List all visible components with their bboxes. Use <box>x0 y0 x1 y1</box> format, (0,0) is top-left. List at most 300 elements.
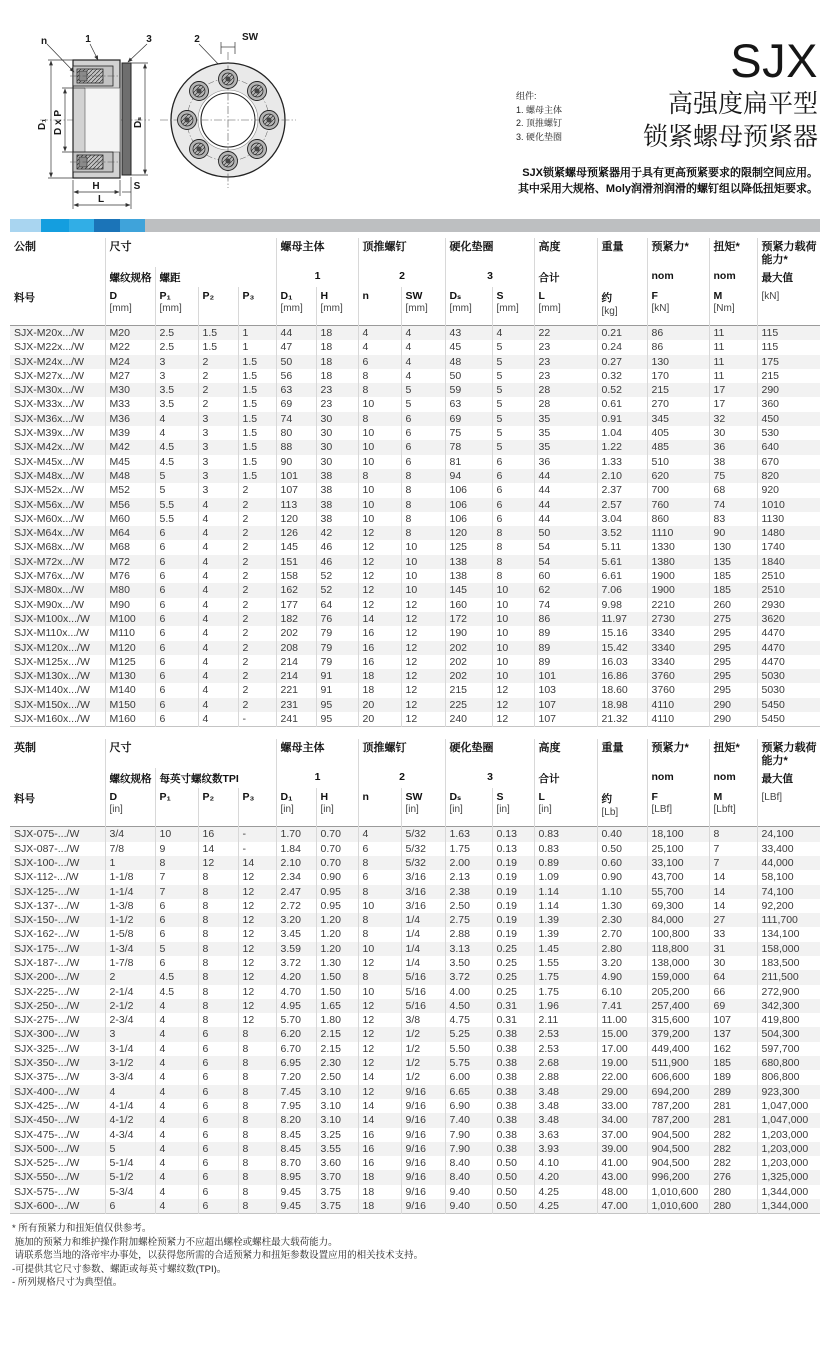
cell: 6 <box>155 598 198 612</box>
cell: 74,100 <box>757 885 820 899</box>
cell: 20 <box>358 698 401 712</box>
header-row <box>10 238 820 267</box>
cell: 32 <box>709 412 757 426</box>
cell: 0.38 <box>492 1128 534 1142</box>
column-header: P₁ [mm] <box>155 287 198 326</box>
cell: 670 <box>757 455 820 469</box>
cell: 94 <box>445 469 492 483</box>
column-unit: [LBf] <box>651 804 673 816</box>
cell: 145 <box>276 540 316 554</box>
cell: 1.5 <box>238 355 276 369</box>
cell: 90 <box>276 455 316 469</box>
column-header: D [in] <box>105 788 155 827</box>
cell: 3 <box>105 1027 155 1041</box>
cell: 405 <box>647 426 709 440</box>
cell: 280 <box>709 1185 757 1199</box>
column-group-header: 扭矩* <box>709 238 757 267</box>
table-row <box>10 383 820 397</box>
cell: 2930 <box>757 598 820 612</box>
cell: 18 <box>358 1199 401 1214</box>
cell: 8 <box>198 999 238 1013</box>
cell: 2 <box>238 540 276 554</box>
table-row <box>10 526 820 540</box>
cell: 12 <box>358 555 401 569</box>
cell: 9 <box>155 842 198 856</box>
cell: 1.14 <box>534 885 597 899</box>
cell: 4.25 <box>534 1185 597 1199</box>
cell: 1.20 <box>316 942 358 956</box>
cell: 3.20 <box>276 913 316 927</box>
cell: M20 <box>105 326 155 341</box>
cell: 0.95 <box>316 899 358 913</box>
cell: 8 <box>238 1056 276 1070</box>
cell: 3760 <box>647 669 709 683</box>
cell: SJX-M48x.../W <box>14 469 85 482</box>
cell: 54 <box>534 540 597 554</box>
column-header: P₂ <box>198 287 238 326</box>
column-header <box>757 788 820 827</box>
callout-n: n <box>40 36 48 47</box>
dim-label-h: H <box>92 181 100 192</box>
cell: 81 <box>445 455 492 469</box>
cell: 5 <box>155 469 198 483</box>
cell: 106 <box>445 498 492 512</box>
cell: 510 <box>647 455 709 469</box>
cell: 12 <box>238 927 276 941</box>
cell: 9/16 <box>401 1156 445 1170</box>
table-row <box>10 612 820 626</box>
column-group-header: 3 <box>445 267 534 287</box>
cell: 295 <box>709 683 757 697</box>
column-unit: [Lbft] <box>713 804 736 816</box>
cell: 694,200 <box>647 1085 709 1099</box>
cell: 3.48 <box>534 1099 597 1113</box>
column-unit: [mm] <box>109 303 132 314</box>
cell: 6 <box>358 870 401 884</box>
dim-label-s: S <box>133 181 141 192</box>
cell: 9.45 <box>276 1199 316 1214</box>
cell: 4 <box>358 340 401 354</box>
column-header: 约 [Lb] <box>597 788 647 827</box>
column-group-header: 螺纹规格 <box>105 267 155 287</box>
cell: 12 <box>358 1027 401 1041</box>
column-group-header: 尺寸 <box>105 238 276 267</box>
cell: 760 <box>647 498 709 512</box>
cell: 282 <box>709 1156 757 1170</box>
cell: 4 <box>198 612 238 626</box>
cell: 3 <box>198 426 238 440</box>
table-row <box>10 641 820 655</box>
cell: 1/4 <box>401 913 445 927</box>
cell: 185 <box>709 583 757 597</box>
cell: 24,100 <box>757 827 820 842</box>
table-row <box>10 355 820 369</box>
cell: 3/8 <box>401 1013 445 1027</box>
cell: M33 <box>105 397 155 411</box>
cell: 8.40 <box>445 1170 492 1184</box>
cell: 8 <box>358 369 401 383</box>
cell: 101 <box>276 469 316 483</box>
cell: 0.70 <box>316 856 358 870</box>
cell: 0.40 <box>597 827 647 842</box>
cell: 158 <box>276 569 316 583</box>
cell: 2 <box>198 355 238 369</box>
cell: 12 <box>492 683 534 697</box>
cell: 6 <box>358 842 401 856</box>
cell: 214 <box>276 655 316 669</box>
cell: 1.5 <box>238 455 276 469</box>
cell: 4 <box>155 1199 198 1214</box>
cell: 10 <box>492 598 534 612</box>
cell: 30 <box>709 956 757 970</box>
cell: 8 <box>238 1113 276 1127</box>
cell: 281 <box>709 1099 757 1113</box>
column-header <box>757 287 820 326</box>
cell: 107 <box>709 1013 757 1027</box>
cell: SJX-225-.../W <box>14 985 80 998</box>
cell: 0.24 <box>597 340 647 354</box>
table-row <box>10 1056 820 1070</box>
column-header: n <box>358 788 401 827</box>
cell: 185 <box>709 1056 757 1070</box>
cell: 511,900 <box>647 1056 709 1070</box>
cell: 1.50 <box>316 985 358 999</box>
cell: 215 <box>445 683 492 697</box>
cell: 12 <box>358 956 401 970</box>
cell: SJX-M20x.../W <box>14 327 85 339</box>
table-row <box>10 669 820 683</box>
cell: 0.38 <box>492 1042 534 1056</box>
cell: M56 <box>105 498 155 512</box>
cell: 270 <box>647 397 709 411</box>
cell: 0.19 <box>492 927 534 941</box>
cell: 34.00 <box>597 1113 647 1127</box>
cell: 35 <box>534 440 597 454</box>
cell: 3 <box>198 455 238 469</box>
cell: 11.97 <box>597 612 647 626</box>
cell: 606,600 <box>647 1070 709 1084</box>
cell: 4 <box>155 412 198 426</box>
cell: SJX-M60x.../W <box>14 512 85 525</box>
cell: 923,300 <box>757 1085 820 1099</box>
cell: 504,300 <box>757 1027 820 1041</box>
cell: 345 <box>647 412 709 426</box>
column-group-header <box>10 267 105 287</box>
cell: 50 <box>534 526 597 540</box>
cell: 360 <box>757 397 820 411</box>
cell: 1130 <box>757 512 820 526</box>
table-row <box>10 827 820 842</box>
cell: M160 <box>105 712 155 727</box>
cell: 9.45 <box>276 1185 316 1199</box>
cell: 4 <box>358 326 401 341</box>
cell: 162 <box>709 1042 757 1056</box>
cell: 2730 <box>647 612 709 626</box>
cell: 8 <box>238 1085 276 1099</box>
cell: 4 <box>155 1099 198 1113</box>
cell: 3340 <box>647 626 709 640</box>
cell: 69 <box>709 999 757 1013</box>
column-header: Dₛ [in] <box>445 788 492 827</box>
cell: 485 <box>647 440 709 454</box>
cell: 1,047,000 <box>757 1099 820 1113</box>
column-group-header <box>597 768 647 788</box>
description-line1: SJX锁紧螺母预紧器用于具有更高预紧要求的限制空间应用。 <box>522 167 818 179</box>
cell: 2 <box>238 598 276 612</box>
cell: 290 <box>757 383 820 397</box>
cell: 1/2 <box>401 1056 445 1070</box>
cell: 175 <box>757 355 820 369</box>
cell: 1,010,600 <box>647 1185 709 1199</box>
cell: SJX-M45x.../W <box>14 455 85 468</box>
cell: 12 <box>401 655 445 669</box>
cell: 6 <box>155 612 198 626</box>
cell: 1.75 <box>445 842 492 856</box>
cell: 46 <box>316 555 358 569</box>
cell: 170 <box>647 369 709 383</box>
table-row <box>10 712 820 727</box>
column-unit <box>14 807 102 819</box>
cell: 4.70 <box>276 985 316 999</box>
cell: 241 <box>276 712 316 727</box>
column-unit <box>14 306 102 318</box>
cell: 8 <box>358 412 401 426</box>
cell: M76 <box>105 569 155 583</box>
cell: 12 <box>358 999 401 1013</box>
cell: 14 <box>709 870 757 884</box>
cell: 12 <box>358 1042 401 1056</box>
accent-bar-segment <box>41 219 69 232</box>
front-view <box>160 52 296 188</box>
column-unit <box>203 303 235 315</box>
cell: M30 <box>105 383 155 397</box>
cell: M100 <box>105 612 155 626</box>
imperial-table <box>10 739 820 1214</box>
column-group-header: nom <box>647 267 709 287</box>
column-unit: [in] <box>109 804 123 816</box>
cell: 8 <box>358 383 401 397</box>
column-group-header: nom <box>709 267 757 287</box>
cell: 12 <box>492 712 534 727</box>
accent-bar-segment <box>120 219 145 232</box>
cell: 0.25 <box>492 942 534 956</box>
cell: 106 <box>445 512 492 526</box>
cell: 38 <box>316 498 358 512</box>
cell: SJX-400-.../W <box>14 1085 80 1098</box>
cell: 0.19 <box>492 913 534 927</box>
cell: 1-7/8 <box>105 956 155 970</box>
cell: 7.90 <box>445 1142 492 1156</box>
cell: 2-1/2 <box>105 999 155 1013</box>
cell: 1.39 <box>534 927 597 941</box>
table-row <box>10 899 820 913</box>
cell: 6 <box>492 469 534 483</box>
cell: 0.83 <box>534 842 597 856</box>
cell: 14 <box>358 1113 401 1127</box>
cell: 3.10 <box>316 1099 358 1113</box>
cell: 14 <box>358 1099 401 1113</box>
cell: 6.65 <box>445 1085 492 1099</box>
header-row <box>10 287 820 326</box>
cell: SJX-450-.../W <box>14 1114 80 1127</box>
cell: 6.90 <box>445 1099 492 1113</box>
cell: SJX-150-.../W <box>14 914 80 927</box>
cell: 260 <box>709 598 757 612</box>
table-row <box>10 1027 820 1041</box>
cell: 4 <box>155 1042 198 1056</box>
cell: 5/16 <box>401 999 445 1013</box>
column-header: SW [mm] <box>401 287 445 326</box>
cell: 2.80 <box>597 942 647 956</box>
table-row <box>10 985 820 999</box>
callout-3: 3 <box>146 34 152 45</box>
cell: 75 <box>445 426 492 440</box>
cell: 18.98 <box>597 698 647 712</box>
cell: 3340 <box>647 655 709 669</box>
cell: 2-3/4 <box>105 1013 155 1027</box>
cell: 419,800 <box>757 1013 820 1027</box>
column-group-header: 每英寸螺纹数TPI <box>155 768 276 788</box>
cell: 7 <box>155 870 198 884</box>
cell: 6 <box>155 569 198 583</box>
cell: 6 <box>155 669 198 683</box>
cell: 9.40 <box>445 1199 492 1214</box>
cell: 2.88 <box>534 1070 597 1084</box>
cell: 35 <box>534 412 597 426</box>
cell: 6 <box>492 498 534 512</box>
cell: 6 <box>155 698 198 712</box>
column-unit: [mm] <box>405 303 428 314</box>
cell: 4 <box>155 1085 198 1099</box>
cell: 2.57 <box>597 498 647 512</box>
cell: SJX-M33x.../W <box>14 398 85 411</box>
cell: 3-1/2 <box>105 1056 155 1070</box>
product-title: SJX <box>730 34 818 87</box>
cell: 5 <box>492 340 534 354</box>
dim-label-ds: Dₛ <box>133 116 144 128</box>
cell: 1.75 <box>534 985 597 999</box>
cell: 214 <box>276 669 316 683</box>
cell: 22.00 <box>597 1070 647 1084</box>
cell: 91 <box>316 669 358 683</box>
cell: 3.10 <box>316 1085 358 1099</box>
cell: 0.25 <box>492 970 534 984</box>
cell: 6 <box>401 412 445 426</box>
column-unit: [LBf] <box>761 792 783 804</box>
cell: 2 <box>238 683 276 697</box>
cell: 3.72 <box>276 956 316 970</box>
footnote-line: 请联系您当地的洛帝牢办事处，以获得您所需的合适预紧力和扭矩参数设置应用的相关技术支持。 <box>12 1250 424 1262</box>
cell: 8 <box>238 1156 276 1170</box>
column-group-header <box>597 267 647 287</box>
cell: 3.59 <box>276 942 316 956</box>
cell: 1-1/4 <box>105 885 155 899</box>
cell: 10 <box>401 555 445 569</box>
table-row <box>10 927 820 941</box>
cell: 0.38 <box>492 1070 534 1084</box>
cell: 5030 <box>757 683 820 697</box>
cell: 18 <box>316 355 358 369</box>
cell: 4.20 <box>276 970 316 984</box>
cell: 2 <box>238 483 276 497</box>
cell: 4 <box>105 1085 155 1099</box>
cell: 2.00 <box>445 856 492 870</box>
cell: SJX-M72x.../W <box>14 555 85 568</box>
cell: 14 <box>709 899 757 913</box>
cell: 0.13 <box>492 842 534 856</box>
column-header: P₁ <box>155 788 198 827</box>
cell: 36 <box>709 440 757 454</box>
cell: 91 <box>316 683 358 697</box>
table-row <box>10 540 820 554</box>
cell: 8.40 <box>445 1156 492 1170</box>
cell: 101 <box>534 669 597 683</box>
cell: 12 <box>238 956 276 970</box>
column-unit <box>203 804 235 816</box>
cell: 44 <box>534 483 597 497</box>
cell: 55,700 <box>647 885 709 899</box>
cell: 12 <box>358 540 401 554</box>
table-row <box>10 885 820 899</box>
cell: 5/32 <box>401 856 445 870</box>
cell: 8 <box>492 555 534 569</box>
cell: 14 <box>198 842 238 856</box>
cell: 64 <box>709 970 757 984</box>
table-row <box>10 1199 820 1214</box>
cell: 83 <box>709 512 757 526</box>
cell: 12 <box>238 885 276 899</box>
cell: 787,200 <box>647 1113 709 1127</box>
cell: 4 <box>198 569 238 583</box>
cell: 1840 <box>757 555 820 569</box>
cell: 10 <box>492 655 534 669</box>
cell: 12 <box>358 569 401 583</box>
cell: 1.09 <box>534 870 597 884</box>
cell: SJX-M22x.../W <box>14 341 85 354</box>
cell: 8 <box>358 927 401 941</box>
accent-bar-segment <box>94 219 120 232</box>
column-unit: [kg] <box>601 306 618 317</box>
cell: 107 <box>534 712 597 727</box>
cell: 8.20 <box>276 1113 316 1127</box>
table-row <box>10 1085 820 1099</box>
cell: 5 <box>155 942 198 956</box>
cell: 190 <box>445 626 492 640</box>
cell: 6.10 <box>597 985 647 999</box>
cell: SJX-500-.../W <box>14 1142 80 1155</box>
cell: 17 <box>709 383 757 397</box>
table-row <box>10 440 820 454</box>
cell: 4 <box>198 683 238 697</box>
cell: 8.70 <box>276 1156 316 1170</box>
cell: 295 <box>709 641 757 655</box>
cell: 2.10 <box>276 856 316 870</box>
table-row <box>10 1099 820 1113</box>
cell: 8 <box>198 927 238 941</box>
cell: 8 <box>358 469 401 483</box>
cell: 1.14 <box>534 899 597 913</box>
column-unit <box>363 303 398 315</box>
cell: 5/32 <box>401 827 445 842</box>
accent-bar-segment <box>10 219 41 232</box>
cell: 4 <box>155 1185 198 1199</box>
cell: SJX-M80x.../W <box>14 584 85 597</box>
column-unit: [in] <box>496 804 510 816</box>
cell: M60 <box>105 512 155 526</box>
cell: M130 <box>105 669 155 683</box>
column-group-header: 预紧力载荷能力* <box>757 238 820 267</box>
cell: 12 <box>401 612 445 626</box>
